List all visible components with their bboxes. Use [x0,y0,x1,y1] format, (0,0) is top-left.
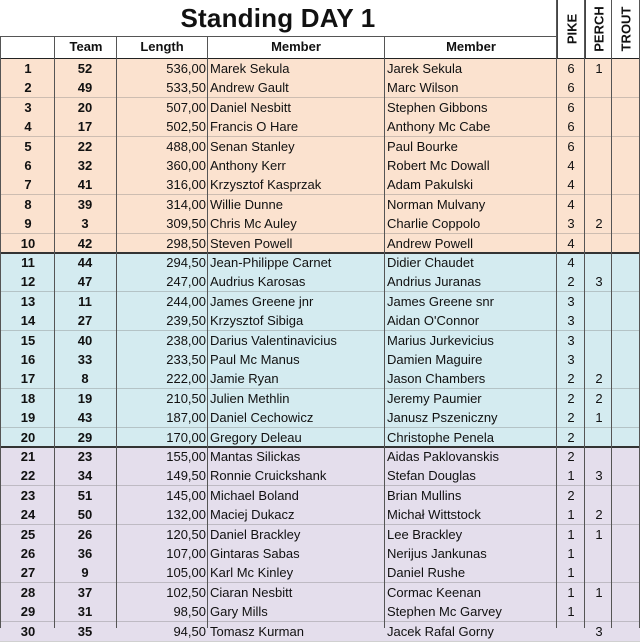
table-row [0,602,640,621]
member2-cell: Paul Bourke [387,138,458,154]
team-cell: 22 [77,138,93,154]
grid-line [384,36,385,628]
team-cell: 52 [77,61,93,76]
pike-count-cell: 3 [567,332,575,348]
member2-cell: Andrew Powell [387,235,473,251]
length-cell: 294,50 [166,255,206,270]
length-cell: 314,00 [166,196,206,212]
table-row [0,195,640,214]
table-row [0,156,640,175]
team-cell: 43 [77,410,93,426]
pike-count-cell: 4 [567,235,575,251]
member2-cell: Stephen Gibbons [387,99,488,115]
pike-count-cell: 6 [567,119,575,135]
team-cell: 27 [77,313,93,329]
length-cell: 170,00 [166,429,206,445]
member1-cell: Audrius Karosas [210,274,306,290]
rank-cell: 21 [20,449,36,464]
team-column-header: Team [69,39,103,54]
length-cell: 239,50 [166,313,206,329]
pike-count-cell: 6 [567,99,575,115]
grid-line [54,36,55,628]
pike-count-cell: 2 [567,410,575,426]
column-header-row [0,36,640,59]
table-row [0,466,640,485]
grid-line [207,36,208,628]
pike-header-label: PIKE [564,13,579,45]
member1-cell: Daniel Nesbitt [210,99,291,115]
member1-cell: Daniel Cechowicz [210,410,314,426]
table-row [0,331,640,350]
length-cell: 244,00 [166,293,206,309]
table-row [0,175,640,194]
rank-cell: 12 [20,274,36,290]
member2-cell: Marius Jurkevicius [387,332,494,348]
team-cell: 3 [81,216,89,232]
team-cell: 29 [77,429,93,445]
member2-cell: Andrius Juranas [387,274,481,290]
rank-cell: 15 [20,332,36,348]
team-cell: 26 [77,526,93,542]
perch-count-cell: 3 [595,623,603,639]
member1-cell: Chris Mc Auley [210,216,297,232]
pike-count-cell: 1 [567,507,575,523]
rank-cell: 6 [24,158,32,173]
rank-cell: 18 [20,390,36,406]
member2-cell: Nerijus Jankunas [387,546,487,561]
member2-cell: Stephen Mc Garvey [387,604,502,620]
pike-count-cell: 4 [567,158,575,173]
member1-cell: Krzysztof Kasprzak [210,177,322,193]
member2-cell: Jeremy Paumier [387,390,482,406]
team-cell: 17 [77,119,93,135]
pike-count-cell: 4 [567,196,575,212]
table-row [0,447,640,466]
perch-count-cell: 1 [595,61,603,76]
rank-cell: 20 [20,429,36,445]
member2-cell: Cormac Keenan [387,584,481,600]
group-separator [0,446,640,448]
member1-column-header: Member [271,39,321,54]
table-row [0,389,640,408]
trout-header-label: TROUT [618,6,634,52]
team-cell: 47 [77,274,93,290]
rank-cell: 17 [20,371,36,387]
perch-count-cell: 1 [595,584,603,600]
perch-count-cell: 2 [595,507,603,523]
table-row [0,369,640,388]
member2-cell: Janusz Pszeniczny [387,410,498,426]
member1-cell: Maciej Dukacz [210,507,295,523]
table-row [0,525,640,544]
member1-cell: Jamie Ryan [210,371,279,387]
length-cell: 222,00 [166,371,206,387]
member2-cell: Marc Wilson [387,80,459,96]
perch-count-cell: 2 [595,371,603,387]
member1-cell: Julien Methlin [210,390,290,406]
member1-cell: Gary Mills [210,604,268,620]
page-title: Standing DAY 1 [180,3,376,33]
member2-cell: Aidas Paklovanskis [387,449,499,464]
grid-line [556,0,557,628]
member2-column-header: Member [446,39,496,54]
member1-cell: Andrew Gault [210,80,289,96]
length-cell: 98,50 [173,604,206,620]
group-separator [0,252,640,254]
member2-cell: Charlie Coppolo [387,216,481,232]
member2-cell: Robert Mc Dowall [387,158,490,173]
table-row [0,486,640,505]
table-row [0,292,640,311]
grid-line [611,0,612,628]
member1-cell: Willie Dunne [210,196,283,212]
length-cell: 94,50 [173,623,206,639]
perch-count-cell: 1 [595,526,603,542]
member1-cell: Mantas Silickas [210,449,301,464]
pike-count-cell: 4 [567,255,575,270]
rank-cell: 5 [24,138,32,154]
perch-count-cell: 3 [595,274,603,290]
rank-cell: 24 [20,507,36,523]
team-cell: 32 [77,158,93,173]
member2-cell: James Greene snr [387,293,494,309]
pike-count-cell: 1 [567,468,575,484]
rank-cell: 16 [20,352,36,367]
rank-cell: 19 [20,410,36,426]
team-cell: 33 [77,352,93,367]
team-cell: 8 [81,371,89,387]
team-cell: 20 [77,99,93,115]
pike-count-cell: 2 [567,274,575,290]
team-cell: 35 [77,623,93,639]
member1-cell: Tomasz Kurman [210,623,304,639]
table-row [0,544,640,563]
length-cell: 132,00 [166,507,206,523]
table-row [0,78,640,97]
member1-cell: Steven Powell [210,235,293,251]
length-cell: 533,50 [166,80,206,96]
length-cell: 536,00 [166,61,206,76]
rank-cell: 23 [20,487,36,503]
member1-cell: Jean-Philippe Carnet [210,255,332,270]
rank-cell: 28 [20,584,36,600]
length-cell: 502,50 [166,119,206,135]
perch-count-cell: 1 [595,410,603,426]
table-row [0,214,640,233]
rank-cell: 30 [20,623,36,639]
length-cell: 145,00 [166,487,206,503]
member2-cell: Daniel Rushe [387,565,466,581]
length-cell: 149,50 [166,468,206,484]
perch-count-cell: 3 [595,468,603,484]
table-row [0,622,640,641]
pike-count-cell: 6 [567,61,575,76]
table-row [0,350,640,369]
member2-cell: Brian Mullins [387,487,462,503]
length-column-header: Length [140,39,184,54]
team-cell: 51 [77,487,93,503]
table-row [0,253,640,272]
team-cell: 44 [77,255,93,270]
perch-header-label: PERCH [591,6,607,52]
rank-cell: 1 [24,61,32,76]
member2-cell: Lee Brackley [387,526,463,542]
table-row [0,428,640,447]
rank-cell: 3 [24,99,32,115]
pike-count-cell: 6 [567,138,575,154]
length-cell: 210,50 [166,390,206,406]
pike-count-cell: 3 [567,293,575,309]
pike-count-cell: 3 [567,216,575,232]
pike-count-cell: 2 [567,449,575,464]
team-cell: 50 [77,507,93,523]
pike-count-cell: 1 [567,526,575,542]
pike-count-cell: 2 [567,371,575,387]
team-cell: 9 [81,565,89,581]
rank-cell: 25 [20,526,36,542]
grid-line [584,0,585,628]
rank-cell: 26 [20,546,36,561]
rank-cell: 13 [20,293,36,309]
member2-cell: Damien Maguire [387,352,483,367]
table-row [0,234,640,253]
team-cell: 11 [78,293,92,309]
member2-cell: Norman Mulvany [387,196,486,212]
table-row [0,59,640,78]
team-cell: 42 [77,235,93,251]
pike-count-cell: 1 [567,584,575,600]
rank-cell: 7 [24,177,32,193]
pike-count-cell: 3 [567,313,575,329]
row-divider [0,641,640,642]
member2-cell: Stefan Douglas [387,468,476,484]
team-cell: 19 [77,390,93,406]
member1-cell: Senan Stanley [210,138,295,154]
member1-cell: Ronnie Cruickshank [210,468,327,484]
member2-cell: Aidan O'Connor [387,313,480,329]
table-row [0,583,640,602]
member1-cell: Marek Sekula [210,61,290,76]
length-cell: 155,00 [166,449,206,464]
pike-count-cell: 1 [567,565,575,581]
rank-cell: 10 [20,235,36,251]
member1-cell: Gintaras Sabas [210,546,300,561]
member2-cell: Michał Wittstock [387,507,481,523]
rank-cell: 8 [24,196,32,212]
grid-line [0,36,1,628]
team-cell: 31 [77,604,93,620]
table-row [0,117,640,136]
table-row [0,563,640,582]
pike-count-cell: 3 [567,352,575,367]
rank-cell: 22 [20,468,36,484]
member1-cell: Paul Mc Manus [210,352,300,367]
table-row [0,272,640,291]
grid-line [116,36,117,628]
member1-cell: Ciaran Nesbitt [210,584,293,600]
table-row [0,98,640,117]
rank-cell: 27 [20,565,36,581]
team-cell: 39 [77,196,93,212]
table-row [0,311,640,330]
member1-cell: Michael Boland [210,487,299,503]
length-cell: 507,00 [166,99,206,115]
length-cell: 238,00 [166,332,206,348]
table-row [0,408,640,427]
length-cell: 316,00 [166,177,206,193]
length-cell: 187,00 [166,410,206,426]
length-cell: 360,00 [166,158,206,173]
member1-cell: Karl Mc Kinley [210,565,294,581]
length-cell: 233,50 [166,352,206,367]
member1-cell: Gregory Deleau [210,429,302,445]
member1-cell: Daniel Brackley [210,526,301,542]
pike-count-cell: 1 [567,604,575,620]
pike-count-cell: 2 [567,487,575,503]
member2-cell: Christophe Penela [387,429,494,445]
team-cell: 23 [77,449,93,464]
rank-cell: 29 [20,604,36,620]
member1-cell: Anthony Kerr [210,158,286,173]
perch-count-cell: 2 [595,216,603,232]
rank-cell: 9 [24,216,32,232]
team-cell: 36 [77,546,93,561]
pike-count-cell: 2 [567,429,575,445]
team-cell: 37 [77,584,93,600]
member2-cell: Didier Chaudet [387,255,474,270]
member2-cell: Adam Pakulski [387,177,473,193]
team-cell: 49 [77,80,93,96]
table-row [0,505,640,524]
length-cell: 107,00 [166,546,206,561]
table-row [0,137,640,156]
member1-cell: Krzysztof Sibiga [210,313,304,329]
member1-cell: Francis O Hare [210,119,299,135]
length-cell: 105,00 [166,565,206,581]
length-cell: 120,50 [166,526,206,542]
member1-cell: Darius Valentinavicius [210,332,337,348]
team-cell: 40 [77,332,93,348]
rank-cell: 14 [20,313,36,329]
team-cell: 34 [77,468,93,484]
pike-count-cell: 1 [567,546,575,561]
perch-count-cell: 2 [595,390,603,406]
member2-cell: Jarek Sekula [387,61,463,76]
rank-cell: 4 [24,119,32,135]
length-cell: 298,50 [166,235,206,251]
rank-cell: 11 [21,255,35,270]
member1-cell: James Greene jnr [210,293,314,309]
team-cell: 41 [77,177,93,193]
rank-cell: 2 [24,80,32,96]
length-cell: 488,00 [166,138,206,154]
length-cell: 247,00 [166,274,206,290]
member2-cell: Jason Chambers [387,371,486,387]
pike-count-cell: 6 [567,80,575,96]
title-row [0,0,556,37]
pike-count-cell: 4 [567,177,575,193]
length-cell: 102,50 [166,584,206,600]
member2-cell: Anthony Mc Cabe [387,119,491,135]
member2-cell: Jacek Rafal Gorny [387,623,494,639]
length-cell: 309,50 [166,216,206,232]
pike-count-cell: 2 [567,390,575,406]
